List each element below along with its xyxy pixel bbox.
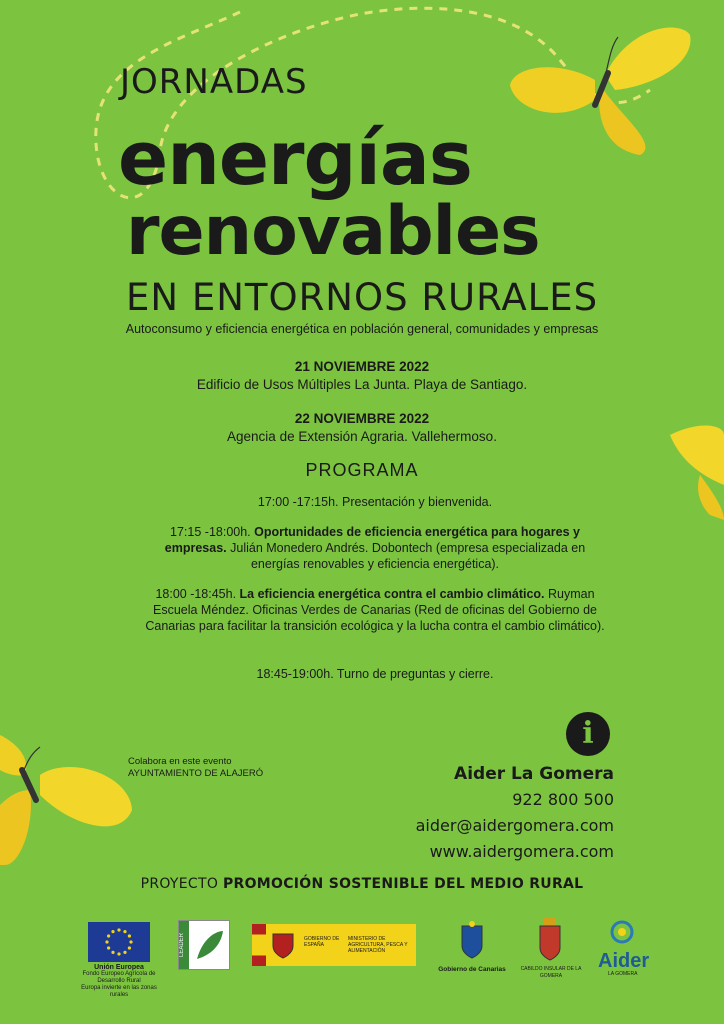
proyecto-line	[0, 876, 724, 892]
title-energias: energías	[118, 116, 472, 202]
place-1: Edificio de Usos Múltiples La Junta. Playa de Santiago.	[196, 377, 528, 392]
date-block-2	[0, 410, 724, 446]
programa-time: 17:15 -18:00h.	[170, 525, 251, 539]
cabildo-caption: CABILDO INSULAR DE LA GOMERA	[520, 966, 582, 979]
gobierno-espana-logo	[252, 924, 416, 966]
programa-text: Ruyman Escuela Méndez. Oficinas Verdes de Canarias (Red de oficinas del Gobierno de Canarias para facilitar la transición ecológica y la lucha contra el cambio climático).	[145, 587, 605, 633]
title-renovables: renovables	[126, 192, 540, 271]
eu-title: Unión Europea	[94, 964, 144, 971]
title-entornos-rurales: EN ENTORNOS RURALES	[126, 276, 599, 319]
eu-sub: Fondo Europeo Agrícola de Desarrollo Rural	[82, 971, 156, 984]
date-1: 21 NOVIEMBRE 2022	[294, 359, 430, 374]
contact-phone[interactable]: 922 800 500	[512, 790, 614, 809]
programa-item-4	[140, 666, 610, 682]
gob-canarias-caption: Gobierno de Canarias	[438, 966, 506, 973]
contact-name: Aider La Gomera	[454, 764, 614, 784]
aider-sub: LA GOMERA	[608, 971, 638, 977]
programa-bold: Oportunidades de eficiencia energética para hogares y empresas.	[164, 525, 580, 555]
gobierno-canarias-shield-icon	[458, 920, 486, 960]
cabildo-shield-icon	[536, 918, 564, 962]
programa-bold: La eficiencia energética contra el cambio climático.	[239, 587, 545, 601]
place-2: Agencia de Extensión Agraria. Vallehermoso.	[227, 429, 497, 444]
coat-of-arms-icon	[270, 930, 296, 960]
programa-item-2	[140, 524, 610, 572]
leader-label: LEADER	[179, 921, 189, 969]
butterfly-top-right	[500, 15, 700, 155]
spain-flag-icon	[252, 924, 266, 966]
date-2: 22 NOVIEMBRE 2022	[294, 411, 430, 426]
leader-logo	[178, 920, 230, 970]
ministerio-text: MINISTERIO DE AGRICULTURA, PESCA Y ALIMENTACIÓN	[348, 936, 408, 954]
contact-web[interactable]: www.aidergomera.com	[429, 842, 614, 861]
contact-email[interactable]: aider@aidergomera.com	[415, 816, 614, 835]
leaf-icon	[193, 927, 225, 963]
subtitle: Autoconsumo y eficiencia energética en población general, comunidades y empresas	[125, 322, 599, 336]
gob-espana-text: GOBIERNO DE ESPAÑA	[304, 936, 340, 948]
aider-wordmark: Aider	[598, 950, 650, 972]
programa-text: Julián Monedero Andrés. Dobontech (empresa especializada en energías renovables y eficiencia energética).	[230, 541, 586, 571]
colabora-block	[128, 756, 263, 780]
programa-time: 18:00 -18:45h.	[155, 587, 237, 601]
programa-time: 17:00 -17:15h.	[257, 495, 339, 509]
colabora-label: Colabora en este evento	[128, 756, 232, 767]
eu-stars-icon	[88, 922, 150, 962]
eu-flag-logo	[88, 922, 150, 962]
aider-logo	[598, 916, 658, 988]
proyecto-name: PROMOCIÓN SOSTENIBLE DEL MEDIO RURAL	[222, 876, 584, 892]
colabora-entity: AYUNTAMIENTO DE ALAJERÓ	[128, 768, 264, 779]
programa-time: 18:45-19:00h.	[256, 667, 334, 681]
jornadas-label: JORNADAS	[120, 62, 308, 102]
info-icon: i	[566, 712, 610, 756]
aider-sun-icon	[598, 916, 658, 946]
programa-text: Presentación y bienvenida.	[342, 495, 493, 509]
programa-title: PROGRAMA	[305, 460, 419, 480]
date-block-1	[0, 358, 724, 394]
butterfly-bottom-left	[0, 715, 135, 870]
eu-caption	[78, 964, 160, 999]
programa-item-1	[140, 494, 610, 510]
proyecto-prefix: PROYECTO	[140, 876, 219, 892]
programa-item-3	[140, 586, 610, 634]
programa-text: Turno de preguntas y cierre.	[336, 667, 494, 681]
eu-sub2: Europa invierte en las zonas rurales	[81, 985, 157, 998]
